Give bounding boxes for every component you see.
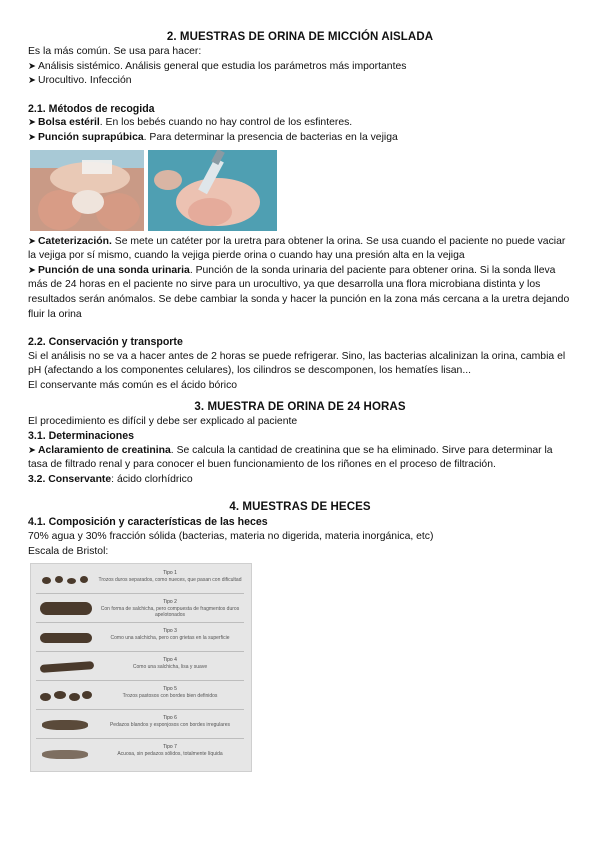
method-label: Punción de una sonda urinaria (37, 264, 190, 276)
method-label: Bolsa estéril (37, 117, 100, 129)
use-item: ➤ Análisis sistémico. Análisis general que estudia los parámetros más importantes (28, 60, 572, 75)
bristol-tipo: Tipo 1 (163, 570, 177, 577)
method-text: . En los bebés cuando no hay control de los esfinteres. (99, 117, 353, 129)
stool-type-7-icon (36, 742, 96, 767)
bristol-tipo: Tipo 4 (163, 657, 177, 664)
bristol-scale-label: Escala de Bristol: (28, 545, 109, 557)
section-3-title: 3. MUESTRA DE ORINA DE 24 HORAS (194, 400, 406, 413)
bristol-tipo: Tipo 3 (163, 628, 177, 635)
use-item: ➤ Urocultivo. Infección (28, 74, 572, 89)
subsection-4-1-title: 4.1. Composición y características de las heces (28, 516, 268, 529)
bristol-tipo: Tipo 5 (163, 686, 177, 693)
section-2-intro: Es la más común. Se usa para hacer: (28, 46, 202, 57)
bristol-desc: Con forma de salchicha, pero compuesta de fragmentos duros apelotonados (100, 605, 240, 619)
method-bolsa (28, 116, 572, 131)
method-cateter (28, 235, 572, 264)
bristol-desc: Como una salchicha, lisa y suave (132, 663, 208, 670)
section-4-title: 4. MUESTRAS DE HECES (229, 501, 371, 514)
method-text: Se mete un catéter por la uretra para obtener la orina. Se usa cuando el paciente no puede vaciar la vejiga por sí mismo, cuando la vejiga pierde orina o cuando hay una presión alta en la vejiga (28, 235, 566, 262)
stool-type-6-icon (36, 713, 96, 738)
bristol-row (36, 568, 244, 594)
bristol-tipo: Tipo 2 (163, 599, 177, 606)
bristol-desc: Acuosa, sin pedazos sólidos, totalmente líquida (117, 750, 223, 757)
stool-type-1-icon (36, 568, 96, 593)
conservation-text-2: El conservante más común es el ácido bórico (28, 379, 238, 391)
method-text: . Para determinar la presencia de bacterias en la vejiga (143, 131, 398, 143)
conservante-line (28, 473, 572, 488)
bristol-tipo: Tipo 6 (163, 715, 177, 722)
subsection-2-1-title: 2.1. Métodos de recogida (28, 102, 155, 115)
stool-type-3-icon (36, 626, 96, 651)
photo-row (30, 150, 572, 231)
aclaramiento-label: Aclaramiento de creatinina (37, 444, 171, 456)
method-sonda (28, 264, 572, 322)
method-label: Punción suprapúbica (37, 131, 144, 143)
stool-type-5-icon (36, 684, 96, 709)
bristol-row (36, 597, 244, 623)
subsection-2-2-title: 2.2. Conservación y transporte (28, 336, 183, 349)
bristol-desc: Como una salchicha, pero con grietas en la superficie (110, 634, 230, 641)
bristol-desc: Trozos pastosos con bordes bien definidos (122, 692, 218, 699)
conservante-label: 3.2. Conservante (28, 473, 112, 485)
bristol-row (36, 655, 244, 681)
stool-type-2-icon (36, 597, 96, 622)
bristol-row (36, 713, 244, 739)
aclaramiento-text: . Se calcula la cantidad de creatinina que se ha eliminado. Sirve para determinar la tasa de filtrado renal y para conocer el buen funcionamiento de los riñones en el proceso de filtración. (28, 444, 553, 471)
section-2-title: 2. MUESTRAS DE ORINA DE MICCIÓN AISLADA (166, 31, 434, 43)
bristol-row (36, 626, 244, 652)
composition-text: 70% agua y 30% fracción sólida (bacterias, materia no digerida, materia inorgánica, etc) (28, 531, 434, 543)
method-text: . Punción de la sonda urinaria del paciente para obtener orina. Si la sonda lleva más de 24 horas en el paciente no sirve para un urocultivo, ya que desarrolla una flora microbiana distinta y los resultados serán anómalos. Se debe cambiar la sonda y hacer la punción en la zona más cercana a la uretra dejando fluir la orina (28, 264, 570, 320)
bristol-scale-image (30, 563, 252, 772)
suprapubic-puncture-photo (148, 150, 277, 231)
conservation-text: Si el análisis no se va a hacer antes de 2 horas se puede refrigerar. Sino, las bacterias alcalinizan la orina, cambia el pH (afectando a los componentes celulares), los cilindros se descomponen, los hematíes lisan... (28, 350, 566, 377)
bristol-tipo: Tipo 7 (163, 744, 177, 751)
aclaramiento-item (28, 444, 572, 473)
bristol-row (36, 684, 244, 710)
bristol-row (36, 742, 244, 767)
method-puncion (28, 131, 572, 146)
subsection-3-1-title: 3.1. Determinaciones (28, 430, 134, 443)
conservante-text: : ácido clorhídrico (111, 473, 193, 485)
baby-urine-bag-photo (30, 150, 144, 231)
bristol-desc: Trozos duros separados, como nueces, que pasan con dificultad (98, 576, 242, 583)
section-3-intro: El procedimiento es difícil y debe ser explicado al paciente (28, 415, 298, 427)
method-label: Cateterización. (37, 235, 112, 247)
bristol-desc: Pedazos blandos y esponjosos con bordes irregulares (109, 721, 231, 728)
stool-type-4-icon (36, 655, 96, 680)
